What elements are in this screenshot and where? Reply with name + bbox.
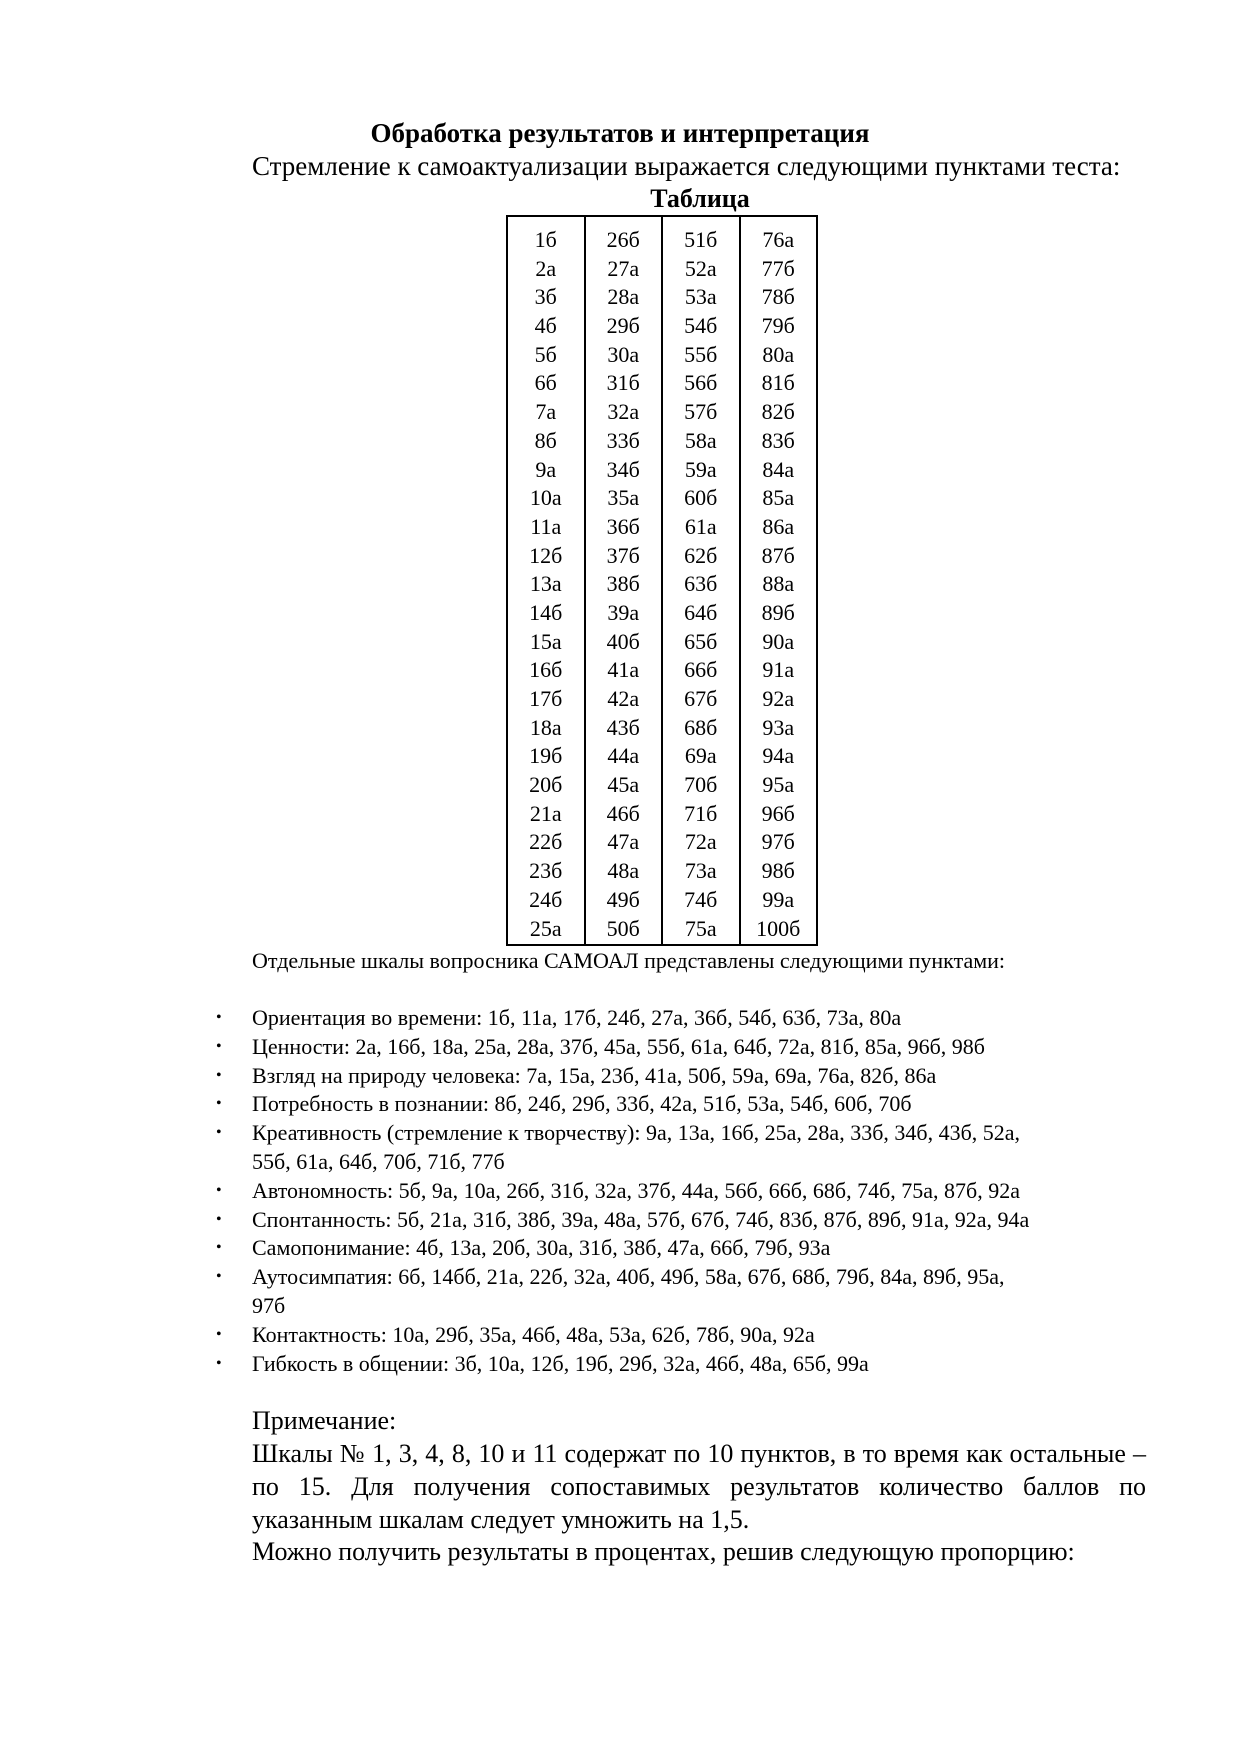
- table-cell: 88а: [762, 571, 795, 597]
- table-cell: 61а: [684, 513, 717, 539]
- bullet-icon: •: [216, 1325, 222, 1343]
- table-cell: 2а: [535, 255, 557, 281]
- table-cell: 17б: [529, 686, 563, 711]
- table-cell: 96б: [761, 800, 795, 826]
- bullet-icon: •: [216, 1239, 222, 1257]
- table-column: [741, 217, 817, 944]
- list-item-text: 55б, 61а, 64б, 70б, 71б, 77б: [252, 1148, 505, 1174]
- table-cell: 36б: [606, 513, 640, 539]
- table-cell: 70б: [684, 772, 718, 798]
- table-cell: 58а: [684, 427, 717, 453]
- table-cell: 43б: [606, 714, 640, 740]
- table-cell: 67б: [684, 686, 718, 711]
- table-cell: 46б: [606, 800, 640, 826]
- table-cell: 41а: [607, 657, 640, 683]
- table-cell: 82б: [761, 399, 795, 425]
- table-cell: 28а: [607, 284, 640, 310]
- list-item-text: Аутосимпатия: 6б, 14бб, 21а, 22б, 32а, 40б, 49б, 58а, 67б, 68б, 79б, 84а, 89б, 95а,: [252, 1264, 1005, 1290]
- table-cell: 62б: [684, 542, 718, 568]
- table-cell: 8б: [534, 427, 557, 453]
- scales-intro: Отдельные шкалы вопросника САМОАЛ представлены следующими пунктами:: [252, 948, 1006, 973]
- table-cell: 15а: [529, 628, 562, 654]
- table-cell: 48а: [607, 858, 640, 884]
- table-caption: Таблица: [650, 184, 750, 213]
- list-item-text: Гибкость в общении: 3б, 10а, 12б, 19б, 29б, 32а, 46б, 48а, 65б, 99а: [252, 1350, 869, 1376]
- table-cell: 86а: [762, 513, 795, 539]
- table-cell: 85а: [762, 485, 795, 511]
- table-cell: 19б: [529, 743, 563, 769]
- table-cell: 80а: [762, 341, 795, 367]
- table-cell: 42а: [607, 686, 640, 711]
- table-cell: 68б: [684, 714, 718, 740]
- table-cell: 20б: [529, 772, 563, 798]
- table-cell: 18а: [529, 714, 562, 740]
- bullet-icon: •: [216, 1037, 222, 1055]
- list-item: [216, 1033, 1152, 1062]
- table-cell: 89б: [761, 599, 795, 625]
- answers-table: [506, 215, 818, 946]
- bullet-icon: •: [216, 1066, 222, 1084]
- table-cell: 79б: [761, 313, 795, 339]
- table-cell: 72а: [684, 829, 717, 855]
- list-item-text: Взгляд на природу человека: 7а, 15а, 23б, 41а, 50б, 59а, 69а, 76а, 82б, 86а: [252, 1062, 937, 1088]
- table-cell: 56б: [684, 370, 718, 396]
- table-cell: 77б: [761, 255, 795, 281]
- table-cell: 63б: [684, 571, 718, 597]
- table-cell: 39а: [607, 599, 640, 625]
- list-item: [216, 1206, 1152, 1235]
- scales-list: [216, 1004, 1152, 1378]
- bullet-icon: •: [216, 1009, 222, 1026]
- table-cell: 90а: [762, 628, 795, 654]
- table-cell: 74б: [684, 886, 718, 912]
- table-cell: 35а: [607, 485, 640, 511]
- bullet-icon: •: [216, 1268, 222, 1286]
- table-cell: 75а: [684, 915, 717, 941]
- table-cell: 31б: [606, 370, 640, 396]
- list-item-continuation: [252, 1292, 1152, 1321]
- intro-text: Стремление к самоактуализации выражается следующими пунктами теста:: [252, 151, 1121, 181]
- note-title: Примечание:: [252, 1406, 397, 1435]
- table-cell: 99а: [762, 886, 795, 912]
- table-cell: 45а: [607, 772, 640, 798]
- table-cell: 7а: [535, 399, 557, 425]
- table-cell: 78б: [761, 284, 795, 310]
- table-cell: 50б: [606, 915, 640, 941]
- bullet-icon: •: [216, 1354, 222, 1372]
- table-cell: 30а: [607, 341, 640, 367]
- table-cell: 25а: [529, 915, 562, 941]
- table-cell: 53а: [684, 284, 717, 310]
- table-cell: 34б: [606, 456, 640, 482]
- table-cell: 83б: [761, 427, 795, 453]
- table-cell: 4б: [534, 313, 557, 339]
- table-cell: 65б: [684, 628, 718, 654]
- table-cell: 69а: [684, 743, 717, 769]
- table-cell: 91а: [762, 657, 795, 683]
- bullet-icon: •: [216, 1181, 222, 1199]
- table-cell: 55б: [684, 341, 718, 367]
- table-cell: 11а: [530, 513, 562, 539]
- list-item: [216, 1004, 1152, 1033]
- table-cell: 52а: [684, 255, 717, 281]
- table-cell: 9а: [535, 456, 557, 482]
- table-cell: 92а: [762, 686, 795, 711]
- table-cell: 84а: [762, 456, 795, 482]
- table-cell: 98б: [761, 858, 795, 884]
- table-cell: 87б: [761, 542, 795, 568]
- table-cell: 1б: [534, 227, 557, 252]
- table-cell: 66б: [684, 657, 718, 683]
- table-cell: 51б: [684, 227, 718, 252]
- list-item: [216, 1119, 1152, 1148]
- table-cell: 93а: [762, 714, 795, 740]
- note-last-line: Можно получить результаты в процентах, решив следующую пропорцию:: [252, 1537, 1075, 1566]
- table-cell: 47а: [607, 829, 640, 855]
- table-cell: 10а: [529, 485, 562, 511]
- list-item: [216, 1234, 1152, 1263]
- list-item-continuation: [252, 1148, 1152, 1177]
- table-cell: 60б: [684, 485, 718, 511]
- table-cell: 29б: [606, 313, 640, 339]
- table-cell: 37б: [606, 542, 640, 568]
- table-cell: 23б: [529, 858, 563, 884]
- list-item: [216, 1350, 1152, 1379]
- table-cell: 6б: [534, 370, 557, 396]
- table-cell: 73а: [684, 858, 717, 884]
- table-cell: 59а: [684, 456, 717, 482]
- list-item: [216, 1177, 1152, 1206]
- list-item: [216, 1263, 1152, 1292]
- note-text: Шкалы № 1, 3, 4, 8, 10 и 11 содержат по 10 пунктов, в то время как остальные – по 15. Для получения сопоставимых результатов количество баллов по указанным шкалам следует умножить на 1,5.: [252, 1439, 1146, 1534]
- table-cell: 49б: [606, 886, 640, 912]
- list-item-text: Спонтанность: 5б, 21а, 31б, 38б, 39а, 48а, 57б, 67б, 74б, 83б, 87б, 89б, 91а, 92а, 94а: [252, 1206, 1030, 1232]
- list-item-text: Потребность в познании: 8б, 24б, 29б, 33б, 42а, 51б, 53а, 54б, 60б, 70б: [252, 1091, 912, 1117]
- table-cell: 54б: [684, 313, 718, 339]
- table-cell: 32а: [607, 399, 640, 425]
- table-cell: 38б: [606, 571, 640, 597]
- table-cell: 26б: [606, 227, 640, 252]
- table-cell: 22б: [529, 829, 563, 855]
- table-cell: 76а: [762, 227, 795, 252]
- table-cell: 95а: [762, 772, 795, 798]
- table-column: [663, 217, 741, 944]
- table-cell: 40б: [606, 628, 640, 654]
- table-cell: 12б: [529, 542, 563, 568]
- table-column: [586, 217, 664, 944]
- bullet-icon: •: [216, 1124, 222, 1142]
- list-item-text: Автономность: 5б, 9а, 10а, 26б, 31б, 32а, 37б, 44а, 56б, 66б, 68б, 74б, 75а, 87б, 92а: [252, 1177, 1021, 1203]
- table-cell: 27а: [607, 255, 640, 281]
- table-cell: 64б: [684, 599, 718, 625]
- list-item-text: Контактность: 10а, 29б, 35а, 46б, 48а, 53а, 62б, 78б, 90а, 92а: [252, 1321, 815, 1347]
- list-item: [216, 1062, 1152, 1091]
- list-item: [216, 1090, 1152, 1119]
- table-cell: 81б: [761, 370, 795, 396]
- list-item-text: Ценности: 2а, 16б, 18а, 25а, 28а, 37б, 45а, 55б, 61а, 64б, 72а, 81б, 85а, 96б, 98б: [252, 1033, 985, 1059]
- table-cell: 94а: [762, 743, 795, 769]
- list-item-text: Ориентация во времени: 1б, 11а, 17б, 24б, 27а, 36б, 54б, 63б, 73а, 80а: [252, 1005, 902, 1030]
- list-item-text: 97б: [252, 1292, 286, 1318]
- table-cell: 33б: [606, 427, 640, 453]
- table-cell: 71б: [684, 800, 718, 826]
- table-cell: 100б: [756, 915, 801, 941]
- page-title: Обработка результатов и интерпретация: [370, 118, 870, 148]
- table-cell: 14б: [529, 599, 563, 625]
- table-cell: 3б: [534, 284, 557, 310]
- table-cell: 24б: [529, 886, 563, 912]
- table-cell: 5б: [534, 341, 557, 367]
- bullet-icon: •: [216, 1210, 222, 1228]
- list-item-text: Самопонимание: 4б, 13а, 20б, 30а, 31б, 38б, 47а, 66б, 79б, 93а: [252, 1235, 831, 1261]
- bullet-icon: •: [216, 1095, 222, 1113]
- table-cell: 57б: [684, 399, 718, 425]
- list-item: [216, 1321, 1152, 1350]
- list-item-text: Креативность (стремление к творчеству): 9а, 13а, 16б, 25а, 28а, 33б, 34б, 43б, 52а,: [252, 1120, 1021, 1146]
- table-cell: 13а: [529, 571, 562, 597]
- table-cell: 16б: [529, 657, 563, 683]
- table-column: [508, 217, 586, 944]
- table-cell: 97б: [761, 829, 795, 855]
- table-cell: 21а: [529, 800, 562, 826]
- table-cell: 44а: [607, 743, 640, 769]
